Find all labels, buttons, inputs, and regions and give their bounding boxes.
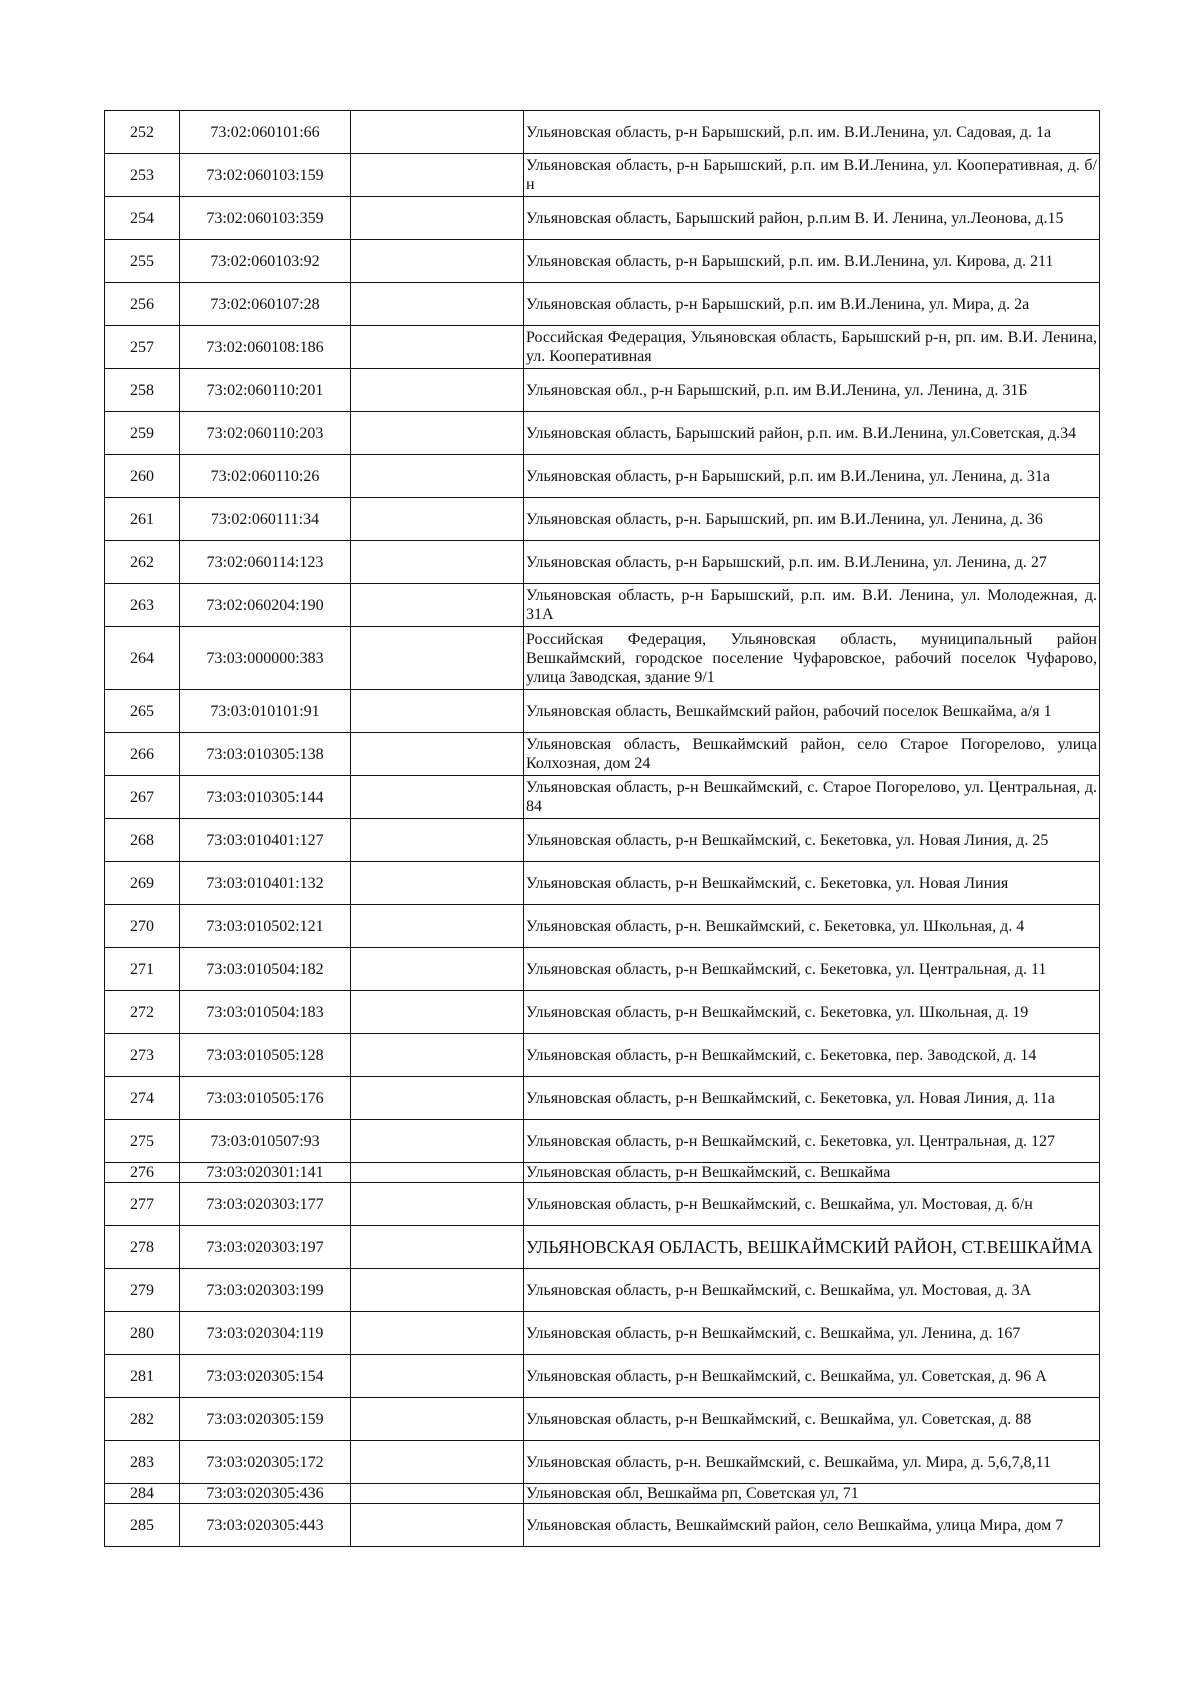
table-row <box>105 1034 1100 1077</box>
empty-cell <box>351 455 524 498</box>
cadastral-number-cell: 73:02:060103:159 <box>180 154 351 197</box>
address-cell: Ульяновская область, Вешкаймский район, село Старое Погорелово, улица Колхозная, дом 24 <box>524 733 1100 776</box>
address-cell: Ульяновская область, р-н. Вешкаймский, с. Бекетовка, ул. Школьная, д. 4 <box>524 905 1100 948</box>
empty-cell <box>351 1484 524 1504</box>
cadastral-number-cell: 73:03:010504:182 <box>180 948 351 991</box>
row-number-cell: 253 <box>105 154 180 197</box>
row-number-cell: 252 <box>105 111 180 154</box>
row-number-cell: 275 <box>105 1120 180 1163</box>
address-cell: Ульяновская область, р-н Вешкаймский, с. Вешкайма, ул. Советская, д. 88 <box>524 1398 1100 1441</box>
table-row <box>105 627 1100 690</box>
row-number-cell: 276 <box>105 1163 180 1183</box>
address-cell: Российская Федерация, Ульяновская область, муниципальный район Вешкаймский, городское поселение Чуфаровское, рабочий поселок Чуфарово, улица Заводская, здание 9/1 <box>524 627 1100 690</box>
row-number-cell: 283 <box>105 1441 180 1484</box>
address-cell: Ульяновская область, Барышский район, р.п. им. В.И.Ленина, ул.Советская, д.34 <box>524 412 1100 455</box>
cadastral-number-cell: 73:02:060103:92 <box>180 240 351 283</box>
row-number-cell: 285 <box>105 1504 180 1547</box>
row-number-cell: 266 <box>105 733 180 776</box>
table-row <box>105 541 1100 584</box>
cadastral-number-cell: 73:03:020303:197 <box>180 1226 351 1269</box>
row-number-cell: 277 <box>105 1183 180 1226</box>
row-number-cell: 254 <box>105 197 180 240</box>
registry-table <box>104 110 1100 1547</box>
address-cell: Ульяновская область, р-н Вешкаймский, с. Бекетовка, ул. Новая Линия <box>524 862 1100 905</box>
address-cell: Ульяновская область, р-н Барышский, р.п. им. В.И. Ленина, ул. Молодежная, д. 31А <box>524 584 1100 627</box>
address-cell: Российская Федерация, Ульяновская область, Барышский р-н, рп. им. В.И. Ленина, ул. Кооперативная <box>524 326 1100 369</box>
empty-cell <box>351 819 524 862</box>
row-number-cell: 262 <box>105 541 180 584</box>
table-row <box>105 1226 1100 1269</box>
row-number-cell: 269 <box>105 862 180 905</box>
row-number-cell: 261 <box>105 498 180 541</box>
empty-cell <box>351 1269 524 1312</box>
empty-cell <box>351 283 524 326</box>
empty-cell <box>351 627 524 690</box>
table-row <box>105 690 1100 733</box>
address-cell: Ульяновская область, р-н Вешкаймский, с. Вешкайма, ул. Ленина, д. 167 <box>524 1312 1100 1355</box>
table-row <box>105 1504 1100 1547</box>
cadastral-number-cell: 73:03:020305:443 <box>180 1504 351 1547</box>
address-cell: Ульяновская область, р-н Барышский, р.п. им. В.И.Ленина, ул. Садовая, д. 1а <box>524 111 1100 154</box>
cadastral-number-cell: 73:02:060110:26 <box>180 455 351 498</box>
table-row <box>105 1441 1100 1484</box>
cadastral-number-cell: 73:03:020305:172 <box>180 1441 351 1484</box>
address-cell: Ульяновская область, р-н Барышский, р.п. им В.И.Ленина, ул. Мира, д. 2а <box>524 283 1100 326</box>
cadastral-number-cell: 73:03:020305:154 <box>180 1355 351 1398</box>
empty-cell <box>351 1163 524 1183</box>
table-row <box>105 154 1100 197</box>
row-number-cell: 274 <box>105 1077 180 1120</box>
empty-cell <box>351 991 524 1034</box>
row-number-cell: 265 <box>105 690 180 733</box>
row-number-cell: 268 <box>105 819 180 862</box>
address-cell: Ульяновская область, р-н Вешкаймский, с. Вешкайма, ул. Мостовая, д. б/н <box>524 1183 1100 1226</box>
cadastral-number-cell: 73:03:010505:176 <box>180 1077 351 1120</box>
table-row <box>105 326 1100 369</box>
cadastral-number-cell: 73:03:020305:436 <box>180 1484 351 1504</box>
address-cell: УЛЬЯНОВСКАЯ ОБЛАСТЬ, ВЕШКАЙМСКИЙ РАЙОН, СТ.ВЕШКАЙМА <box>524 1226 1100 1269</box>
row-number-cell: 280 <box>105 1312 180 1355</box>
registry-table-body <box>105 111 1100 1547</box>
address-cell: Ульяновская область, р-н Вешкаймский, с. Бекетовка, ул. Новая Линия, д. 25 <box>524 819 1100 862</box>
row-number-cell: 255 <box>105 240 180 283</box>
empty-cell <box>351 733 524 776</box>
address-cell: Ульяновская область, р-н Барышский, р.п. им. В.И.Ленина, ул. Ленина, д. 27 <box>524 541 1100 584</box>
row-number-cell: 264 <box>105 627 180 690</box>
empty-cell <box>351 412 524 455</box>
empty-cell <box>351 1312 524 1355</box>
cadastral-number-cell: 73:02:060103:359 <box>180 197 351 240</box>
address-cell: Ульяновская область, р-н Вешкаймский, с. Бекетовка, ул. Центральная, д. 127 <box>524 1120 1100 1163</box>
table-row <box>105 412 1100 455</box>
row-number-cell: 260 <box>105 455 180 498</box>
cadastral-number-cell: 73:03:020305:159 <box>180 1398 351 1441</box>
empty-cell <box>351 541 524 584</box>
table-row <box>105 948 1100 991</box>
table-row <box>105 1120 1100 1163</box>
cadastral-number-cell: 73:02:060111:34 <box>180 498 351 541</box>
table-row <box>105 862 1100 905</box>
table-row <box>105 369 1100 412</box>
address-cell: Ульяновская область, р-н Вешкаймский, с. Старое Погорелово, ул. Центральная, д. 84 <box>524 776 1100 819</box>
cadastral-number-cell: 73:03:020304:119 <box>180 1312 351 1355</box>
table-row <box>105 1312 1100 1355</box>
row-number-cell: 258 <box>105 369 180 412</box>
address-cell: Ульяновская обл., р-н Барышский, р.п. им В.И.Ленина, ул. Ленина, д. 31Б <box>524 369 1100 412</box>
cadastral-number-cell: 73:03:010504:183 <box>180 991 351 1034</box>
cadastral-number-cell: 73:03:010502:121 <box>180 905 351 948</box>
cadastral-number-cell: 73:03:000000:383 <box>180 627 351 690</box>
cadastral-number-cell: 73:03:020303:177 <box>180 1183 351 1226</box>
cadastral-number-cell: 73:03:020303:199 <box>180 1269 351 1312</box>
empty-cell <box>351 369 524 412</box>
row-number-cell: 284 <box>105 1484 180 1504</box>
row-number-cell: 257 <box>105 326 180 369</box>
empty-cell <box>351 1077 524 1120</box>
table-row <box>105 905 1100 948</box>
cadastral-number-cell: 73:03:010305:138 <box>180 733 351 776</box>
empty-cell <box>351 1355 524 1398</box>
cadastral-number-cell: 73:02:060204:190 <box>180 584 351 627</box>
table-row <box>105 111 1100 154</box>
row-number-cell: 270 <box>105 905 180 948</box>
cadastral-number-cell: 73:03:010101:91 <box>180 690 351 733</box>
empty-cell <box>351 1398 524 1441</box>
row-number-cell: 267 <box>105 776 180 819</box>
table-row <box>105 1163 1100 1183</box>
cadastral-number-cell: 73:03:020301:141 <box>180 1163 351 1183</box>
address-cell: Ульяновская область, р-н Вешкаймский, с. Бекетовка, ул. Центральная, д. 11 <box>524 948 1100 991</box>
empty-cell <box>351 111 524 154</box>
table-row <box>105 991 1100 1034</box>
table-row <box>105 776 1100 819</box>
row-number-cell: 271 <box>105 948 180 991</box>
address-cell: Ульяновская обл, Вешкайма рп, Советская ул, 71 <box>524 1484 1100 1504</box>
address-cell: Ульяновская область, р-н Вешкаймский, с. Бекетовка, ул. Школьная, д. 19 <box>524 991 1100 1034</box>
row-number-cell: 279 <box>105 1269 180 1312</box>
cadastral-number-cell: 73:03:010505:128 <box>180 1034 351 1077</box>
table-row <box>105 240 1100 283</box>
cadastral-number-cell: 73:02:060110:203 <box>180 412 351 455</box>
table-row <box>105 1398 1100 1441</box>
empty-cell <box>351 948 524 991</box>
address-cell: Ульяновская область, р-н Барышский, р.п. им В.И.Ленина, ул. Ленина, д. 31а <box>524 455 1100 498</box>
table-row <box>105 584 1100 627</box>
table-row <box>105 455 1100 498</box>
row-number-cell: 273 <box>105 1034 180 1077</box>
address-cell: Ульяновская область, р-н. Вешкаймский, с. Вешкайма, ул. Мира, д. 5,6,7,8,11 <box>524 1441 1100 1484</box>
address-cell: Ульяновская область, Вешкаймский район, рабочий поселок Вешкайма, а/я 1 <box>524 690 1100 733</box>
cadastral-number-cell: 73:03:010507:93 <box>180 1120 351 1163</box>
address-cell: Ульяновская область, р-н Вешкаймский, с. Бекетовка, ул. Новая Линия, д. 11а <box>524 1077 1100 1120</box>
address-cell: Ульяновская область, Вешкаймский район, село Вешкайма, улица Мира, дом 7 <box>524 1504 1100 1547</box>
empty-cell <box>351 498 524 541</box>
address-cell: Ульяновская область, р-н Барышский, р.п. им В.И.Ленина, ул. Кооперативная, д. б/н <box>524 154 1100 197</box>
address-cell: Ульяновская область, р-н Вешкаймский, с. Вешкайма, ул. Мостовая, д. 3А <box>524 1269 1100 1312</box>
cadastral-number-cell: 73:02:060110:201 <box>180 369 351 412</box>
table-row <box>105 819 1100 862</box>
empty-cell <box>351 584 524 627</box>
cadastral-number-cell: 73:03:010401:132 <box>180 862 351 905</box>
address-cell: Ульяновская область, р-н Барышский, р.п. им. В.И.Ленина, ул. Кирова, д. 211 <box>524 240 1100 283</box>
table-row <box>105 1077 1100 1120</box>
table-row <box>105 197 1100 240</box>
empty-cell <box>351 326 524 369</box>
address-cell: Ульяновская область, р-н Вешкаймский, с. Вешкайма, ул. Советская, д. 96 А <box>524 1355 1100 1398</box>
cadastral-number-cell: 73:02:060114:123 <box>180 541 351 584</box>
address-cell: Ульяновская область, р-н Вешкаймский, с. Вешкайма <box>524 1163 1100 1183</box>
row-number-cell: 263 <box>105 584 180 627</box>
address-cell: Ульяновская область, р-н Вешкаймский, с. Бекетовка, пер. Заводской, д. 14 <box>524 1034 1100 1077</box>
table-row <box>105 1183 1100 1226</box>
row-number-cell: 256 <box>105 283 180 326</box>
empty-cell <box>351 1226 524 1269</box>
empty-cell <box>351 776 524 819</box>
row-number-cell: 282 <box>105 1398 180 1441</box>
address-cell: Ульяновская область, Барышский район, р.п.им В. И. Ленина, ул.Леонова, д.15 <box>524 197 1100 240</box>
empty-cell <box>351 1034 524 1077</box>
cadastral-number-cell: 73:03:010401:127 <box>180 819 351 862</box>
cadastral-number-cell: 73:02:060107:28 <box>180 283 351 326</box>
table-row <box>105 1484 1100 1504</box>
empty-cell <box>351 1504 524 1547</box>
empty-cell <box>351 240 524 283</box>
row-number-cell: 281 <box>105 1355 180 1398</box>
empty-cell <box>351 1120 524 1163</box>
cadastral-number-cell: 73:02:060101:66 <box>180 111 351 154</box>
table-row <box>105 283 1100 326</box>
cadastral-number-cell: 73:03:010305:144 <box>180 776 351 819</box>
empty-cell <box>351 1183 524 1226</box>
table-row <box>105 1269 1100 1312</box>
empty-cell <box>351 1441 524 1484</box>
table-row <box>105 498 1100 541</box>
empty-cell <box>351 690 524 733</box>
table-row <box>105 1355 1100 1398</box>
empty-cell <box>351 197 524 240</box>
address-cell: Ульяновская область, р-н. Барышский, рп. им В.И.Ленина, ул. Ленина, д. 36 <box>524 498 1100 541</box>
row-number-cell: 259 <box>105 412 180 455</box>
empty-cell <box>351 154 524 197</box>
row-number-cell: 272 <box>105 991 180 1034</box>
empty-cell <box>351 862 524 905</box>
cadastral-number-cell: 73:02:060108:186 <box>180 326 351 369</box>
row-number-cell: 278 <box>105 1226 180 1269</box>
table-row <box>105 733 1100 776</box>
empty-cell <box>351 905 524 948</box>
